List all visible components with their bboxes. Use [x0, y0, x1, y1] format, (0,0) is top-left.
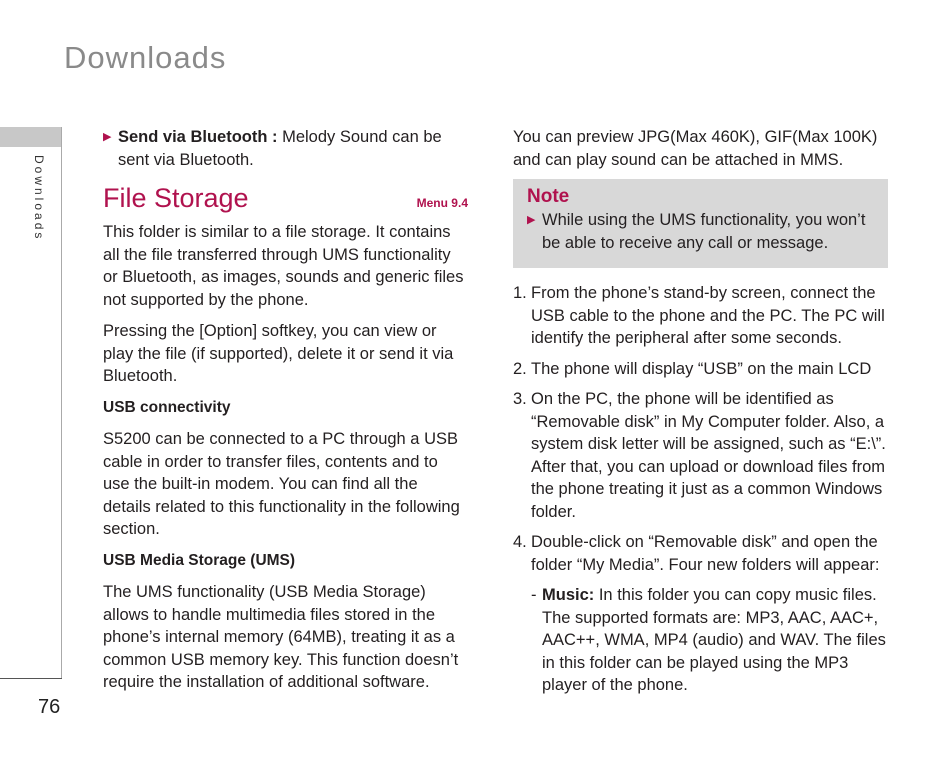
list-item: [513, 531, 888, 576]
section-header: [103, 181, 468, 215]
list-number: 3.: [513, 390, 527, 408]
right-column: [513, 126, 888, 697]
bluetooth-bullet: [103, 126, 468, 171]
music-subitem: [513, 584, 888, 697]
note-text: While using the UMS functionality, you won’t be able to receive any call or message.: [542, 211, 866, 252]
section-title: File Storage: [103, 183, 249, 213]
paragraph-file-storage: This folder is similar to a file storage. It contains all the file transferred through UMS functionality or Bluetooth, as images, sounds and generic files not supported by the phone.: [103, 223, 464, 309]
list-item: [513, 388, 888, 523]
music-text: In this folder you can copy music files. The supported formats are: MP3, AAC, AAC+, AAC++, WMA, MP4 (audio) and WAV. The files in this folder can be played using the MP3 player of the phone.: [542, 586, 886, 694]
menu-tag: Menu 9.4: [416, 196, 468, 210]
ums-heading: USB Media Storage (UMS): [103, 551, 296, 569]
paragraph-usb-connectivity: S5200 can be connected to a PC through a USB cable in order to transfer files, contents and to use the built-in modem. You can find all the details related to this functionality in the following section.: [103, 430, 460, 538]
triangle-bullet-icon: ▶: [103, 131, 112, 143]
paragraph-preview: You can preview JPG(Max 460K), GIF(Max 100K) and can play sound can be attached in MMS.: [513, 128, 878, 169]
dash-bullet: -: [531, 586, 537, 604]
left-column: [103, 126, 468, 694]
usb-connectivity-heading: USB connectivity: [103, 398, 231, 416]
footer-rule: [0, 678, 62, 679]
list-text: Double-click on “Removable disk” and open the folder “My Media”. Four new folders will appear:: [531, 533, 880, 574]
side-tab-rule: [61, 127, 62, 679]
paragraph-ums: The UMS functionality (USB Media Storage) allows to handle multimedia files stored in the phone’s internal memory (64MB), treating it as a common USB memory key. This function doesn’t require the installation of additional software.: [103, 583, 459, 691]
note-title: Note: [527, 186, 570, 207]
bluetooth-label: Send via Bluetooth :: [118, 128, 278, 146]
list-text: From the phone’s stand-by screen, connect the USB cable to the phone and the PC. The PC will identify the peripheral after some seconds.: [531, 284, 885, 347]
note-box: [513, 179, 888, 268]
music-label: Music:: [542, 586, 595, 604]
side-tab: [0, 127, 62, 679]
list-number: 4.: [513, 533, 527, 551]
side-section-label: Downloads: [32, 155, 46, 242]
list-item: [513, 358, 888, 381]
list-text: On the PC, the phone will be identified as “Removable disk” in My Computer folder. Also, a system disk letter will be assigned, such as “E:\”. After that, you can upload or download files from the phone treating it just as a common Windows folder.: [531, 390, 886, 521]
note-bullet: [527, 209, 876, 254]
list-text: The phone will display “USB” on the main LCD: [531, 359, 872, 378]
triangle-bullet-icon: ▶: [527, 214, 536, 226]
side-tab-marker: [0, 127, 62, 147]
paragraph-option-softkey: Pressing the [Option] softkey, you can view or play the file (if supported), delete it or send it via Bluetooth.: [103, 322, 454, 385]
bluetooth-text: Melody Sound can be sent via Bluetooth.: [118, 128, 442, 169]
page-number: 76: [38, 696, 61, 718]
list-number: 2.: [513, 359, 527, 378]
page-title: Downloads: [64, 40, 227, 75]
list-number: 1.: [513, 284, 527, 302]
list-item: [513, 282, 888, 350]
